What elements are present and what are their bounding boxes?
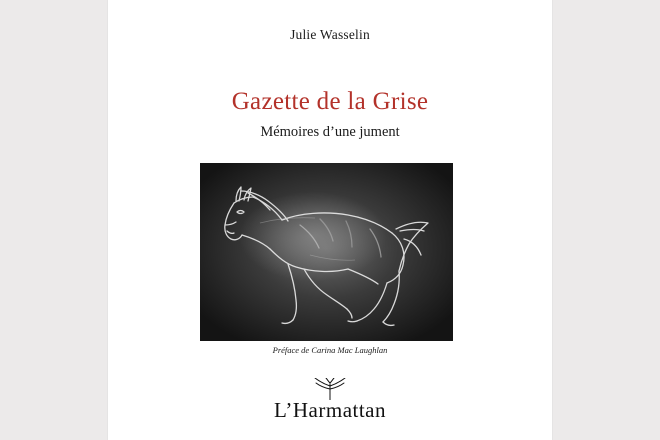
publisher-block	[108, 378, 552, 423]
harmattan-tree-icon	[108, 378, 552, 400]
publisher-name: L’Harmattan	[273, 398, 387, 422]
horse-drawing-icon	[200, 163, 453, 341]
book-subtitle: Mémoires d’une jument	[260, 124, 400, 140]
book-title: Gazette de la Grise	[231, 88, 429, 115]
preface-credit: Préface de Carina Mac Laughlan	[272, 345, 388, 355]
book-cover	[108, 0, 552, 440]
author-name: Julie Wasselin	[290, 27, 370, 42]
horse-illustration	[200, 163, 453, 341]
